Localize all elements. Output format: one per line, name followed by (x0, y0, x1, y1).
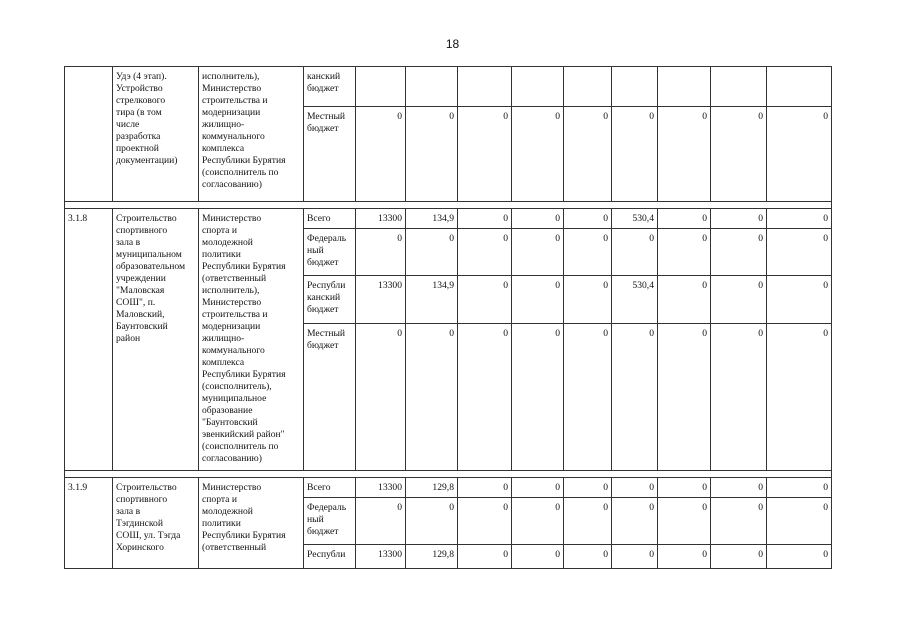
funding-source-cell: Республи канский бюджет (304, 276, 356, 324)
value-cell: 0 (458, 276, 512, 324)
value-cell: 0 (612, 498, 658, 545)
value-cell (512, 67, 564, 107)
value-cell (612, 67, 658, 107)
value-cell: 0 (658, 324, 711, 471)
value-cell: 0 (658, 498, 711, 545)
value-cell: 134,9 (406, 276, 458, 324)
value-cell (767, 67, 832, 107)
value-cell: 0 (658, 276, 711, 324)
funding-source-cell: Всего (304, 478, 356, 498)
value-cell: 0 (458, 229, 512, 276)
value-cell: 0 (512, 324, 564, 471)
value-cell: 0 (564, 324, 612, 471)
value-cell: 0 (564, 545, 612, 569)
value-cell: 0 (458, 545, 512, 569)
value-cell: 0 (711, 229, 767, 276)
value-cell: 530,4 (612, 276, 658, 324)
value-cell: 0 (356, 107, 406, 202)
value-cell: 0 (711, 478, 767, 498)
funding-source-cell: Местный бюджет (304, 107, 356, 202)
value-cell: 0 (564, 209, 612, 229)
value-cell: 13300 (356, 545, 406, 569)
item-name-cell: Строительство спортивного зала в Тэгдинской СОШ, ул. Тэгда Хоринского (113, 478, 199, 569)
value-cell: 0 (767, 478, 832, 498)
value-cell: 0 (356, 229, 406, 276)
value-cell: 129,8 (406, 545, 458, 569)
value-cell: 0 (658, 209, 711, 229)
item-code-cell (65, 67, 113, 202)
value-cell: 13300 (356, 209, 406, 229)
value-cell: 0 (564, 478, 612, 498)
value-cell (406, 67, 458, 107)
value-cell: 0 (612, 545, 658, 569)
value-cell: 0 (612, 229, 658, 276)
value-cell (564, 67, 612, 107)
item-name-cell: Строительство спортивного зала в муниципальном образовательном учреждении "Маловская СОШ", п. Маловский, Баунтовский район (113, 209, 199, 471)
value-cell: 0 (767, 107, 832, 202)
value-cell: 0 (512, 498, 564, 545)
funding-source-cell: Федераль ный бюджет (304, 498, 356, 545)
value-cell: 0 (458, 498, 512, 545)
value-cell: 0 (356, 498, 406, 545)
value-cell: 0 (711, 324, 767, 471)
row-separator (65, 471, 832, 478)
item-code-cell: 3.1.9 (65, 478, 113, 569)
value-cell: 0 (767, 498, 832, 545)
value-cell: 0 (512, 229, 564, 276)
value-cell: 0 (458, 209, 512, 229)
funding-source-cell: Всего (304, 209, 356, 229)
item-executor-cell: Министерство спорта и молодежной политики Республики Бурятия (ответственный исполнитель), Министерство строительства и модернизации жилищно- коммунального комплекса Республики Бурятия (соисполнитель), муниципальное образование "Баунтовский эвенкийский район" (соисполнитель по согласованию) (199, 209, 304, 471)
value-cell (711, 67, 767, 107)
value-cell: 0 (658, 107, 711, 202)
budget-table (64, 66, 832, 569)
value-cell: 0 (612, 478, 658, 498)
value-cell: 0 (711, 209, 767, 229)
value-cell: 0 (711, 276, 767, 324)
value-cell: 0 (711, 498, 767, 545)
value-cell (458, 67, 512, 107)
value-cell: 0 (767, 276, 832, 324)
value-cell: 129,8 (406, 478, 458, 498)
value-cell: 0 (406, 498, 458, 545)
table-row (65, 478, 832, 498)
value-cell: 0 (564, 107, 612, 202)
funding-source-cell: Республи (304, 545, 356, 569)
funding-source-cell: Федераль ный бюджет (304, 229, 356, 276)
value-cell: 13300 (356, 478, 406, 498)
value-cell: 0 (512, 276, 564, 324)
value-cell: 0 (711, 107, 767, 202)
item-executor-cell: исполнитель), Министерство строительства и модернизации жилищно- коммунального комплекса Республики Бурятия (соисполнитель по согласованию) (199, 67, 304, 202)
value-cell: 13300 (356, 276, 406, 324)
value-cell: 0 (658, 478, 711, 498)
value-cell: 0 (406, 107, 458, 202)
value-cell: 0 (767, 229, 832, 276)
value-cell: 0 (564, 276, 612, 324)
value-cell: 0 (458, 478, 512, 498)
value-cell: 0 (564, 498, 612, 545)
page-number: 18 (445, 37, 460, 51)
value-cell: 0 (512, 545, 564, 569)
value-cell: 0 (356, 324, 406, 471)
value-cell: 0 (564, 229, 612, 276)
value-cell: 0 (512, 209, 564, 229)
value-cell: 0 (612, 324, 658, 471)
value-cell (658, 67, 711, 107)
value-cell: 530,4 (612, 209, 658, 229)
value-cell (356, 67, 406, 107)
value-cell: 134,9 (406, 209, 458, 229)
value-cell: 0 (406, 324, 458, 471)
value-cell: 0 (658, 545, 711, 569)
row-separator (65, 202, 832, 209)
value-cell: 0 (406, 229, 458, 276)
value-cell: 0 (512, 478, 564, 498)
value-cell: 0 (458, 107, 512, 202)
item-code-cell: 3.1.8 (65, 209, 113, 471)
item-name-cell: Удэ (4 этап). Устройство стрелкового тира (в том числе разработка проектной документации) (113, 67, 199, 202)
funding-source-cell: канский бюджет (304, 67, 356, 107)
value-cell: 0 (767, 324, 832, 471)
value-cell: 0 (512, 107, 564, 202)
funding-source-cell: Местный бюджет (304, 324, 356, 471)
separator-cell (65, 471, 832, 478)
table-row (65, 209, 832, 229)
value-cell: 0 (612, 107, 658, 202)
table-row (65, 67, 832, 107)
value-cell: 0 (658, 229, 711, 276)
value-cell: 0 (767, 545, 832, 569)
value-cell: 0 (711, 545, 767, 569)
separator-cell (65, 202, 832, 209)
value-cell: 0 (767, 209, 832, 229)
item-executor-cell: Министерство спорта и молодежной политики Республики Бурятия (ответственный (199, 478, 304, 569)
value-cell: 0 (458, 324, 512, 471)
